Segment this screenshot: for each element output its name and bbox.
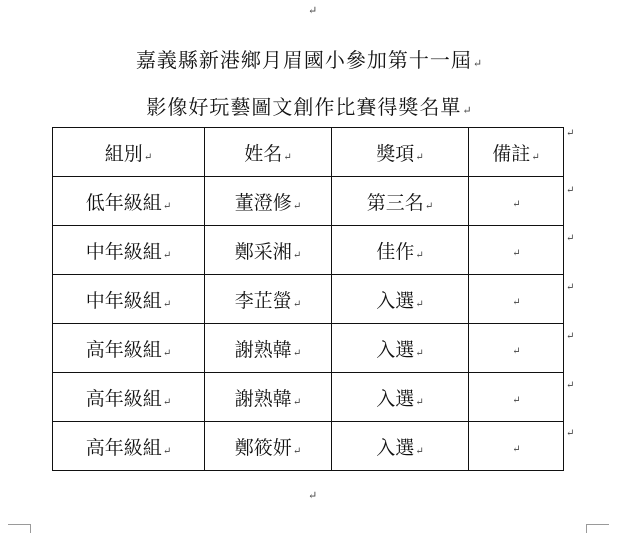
paragraph-mark-bottom: ↵ xyxy=(308,489,318,502)
table-cell-group: 高年級組↵ xyxy=(53,324,205,373)
row-end-mark: ↵ xyxy=(566,185,575,196)
table-cell-name: 李芷螢↵ xyxy=(205,275,332,324)
table-cell-group: 低年級組↵ xyxy=(53,177,205,226)
paragraph-mark: ↵ xyxy=(462,104,473,117)
margin-corner-marker-right xyxy=(586,524,609,533)
awards-table xyxy=(52,127,564,471)
document-title-line-2 xyxy=(0,91,619,120)
table-cell-award: 佳作↵ xyxy=(332,226,469,275)
row-end-mark: ↵ xyxy=(566,428,575,439)
table-header-cell: 組別↵ xyxy=(53,128,205,177)
table-row xyxy=(53,324,564,373)
table-cell-group: 高年級組↵ xyxy=(53,373,205,422)
table-header-row xyxy=(53,128,564,177)
table-cell-award: 入選↵ xyxy=(332,422,469,471)
title-line-1-text: 嘉義縣新港鄉月眉國小參加第十一屆 xyxy=(135,48,472,72)
row-end-mark: ↵ xyxy=(566,233,575,244)
table-row xyxy=(53,226,564,275)
table-cell-name: 董澄修↵ xyxy=(205,177,332,226)
table-cell-note: ↵ xyxy=(469,177,564,226)
row-end-mark: ↵ xyxy=(566,282,575,293)
table-header-cell: 備註↵ xyxy=(469,128,564,177)
table-row xyxy=(53,422,564,471)
table-cell-note: ↵ xyxy=(469,226,564,275)
margin-corner-marker-left xyxy=(8,524,31,533)
table-cell-group: 中年級組↵ xyxy=(53,226,205,275)
row-end-mark: ↵ xyxy=(566,331,575,342)
row-end-mark: ↵ xyxy=(566,128,575,139)
table-cell-name: 鄭筱妍↵ xyxy=(205,422,332,471)
document-title-line-1 xyxy=(0,44,619,73)
table-header-cell: 獎項↵ xyxy=(332,128,469,177)
table-row xyxy=(53,177,564,226)
table-cell-group: 高年級組↵ xyxy=(53,422,205,471)
table-cell-award: 第三名↵ xyxy=(332,177,469,226)
table-cell-award: 入選↵ xyxy=(332,275,469,324)
table-cell-award: 入選↵ xyxy=(332,373,469,422)
row-end-mark: ↵ xyxy=(566,380,575,391)
table-row xyxy=(53,373,564,422)
table-cell-name: 謝熟韓↵ xyxy=(205,324,332,373)
table-cell-group: 中年級組↵ xyxy=(53,275,205,324)
table-header-cell: 姓名↵ xyxy=(205,128,332,177)
table-cell-note: ↵ xyxy=(469,324,564,373)
table-cell-note: ↵ xyxy=(469,373,564,422)
table-cell-note: ↵ xyxy=(469,275,564,324)
table-cell-name: 謝熟韓↵ xyxy=(205,373,332,422)
table-row xyxy=(53,275,564,324)
title-line-2-text: 影像好玩藝圖文創作比賽得獎名單 xyxy=(146,95,462,119)
paragraph-mark: ↵ xyxy=(472,57,484,70)
table-cell-name: 鄭采湘↵ xyxy=(205,226,332,275)
table-cell-note: ↵ xyxy=(469,422,564,471)
table-cell-award: 入選↵ xyxy=(332,324,469,373)
paragraph-mark-top: ↵ xyxy=(308,4,318,17)
